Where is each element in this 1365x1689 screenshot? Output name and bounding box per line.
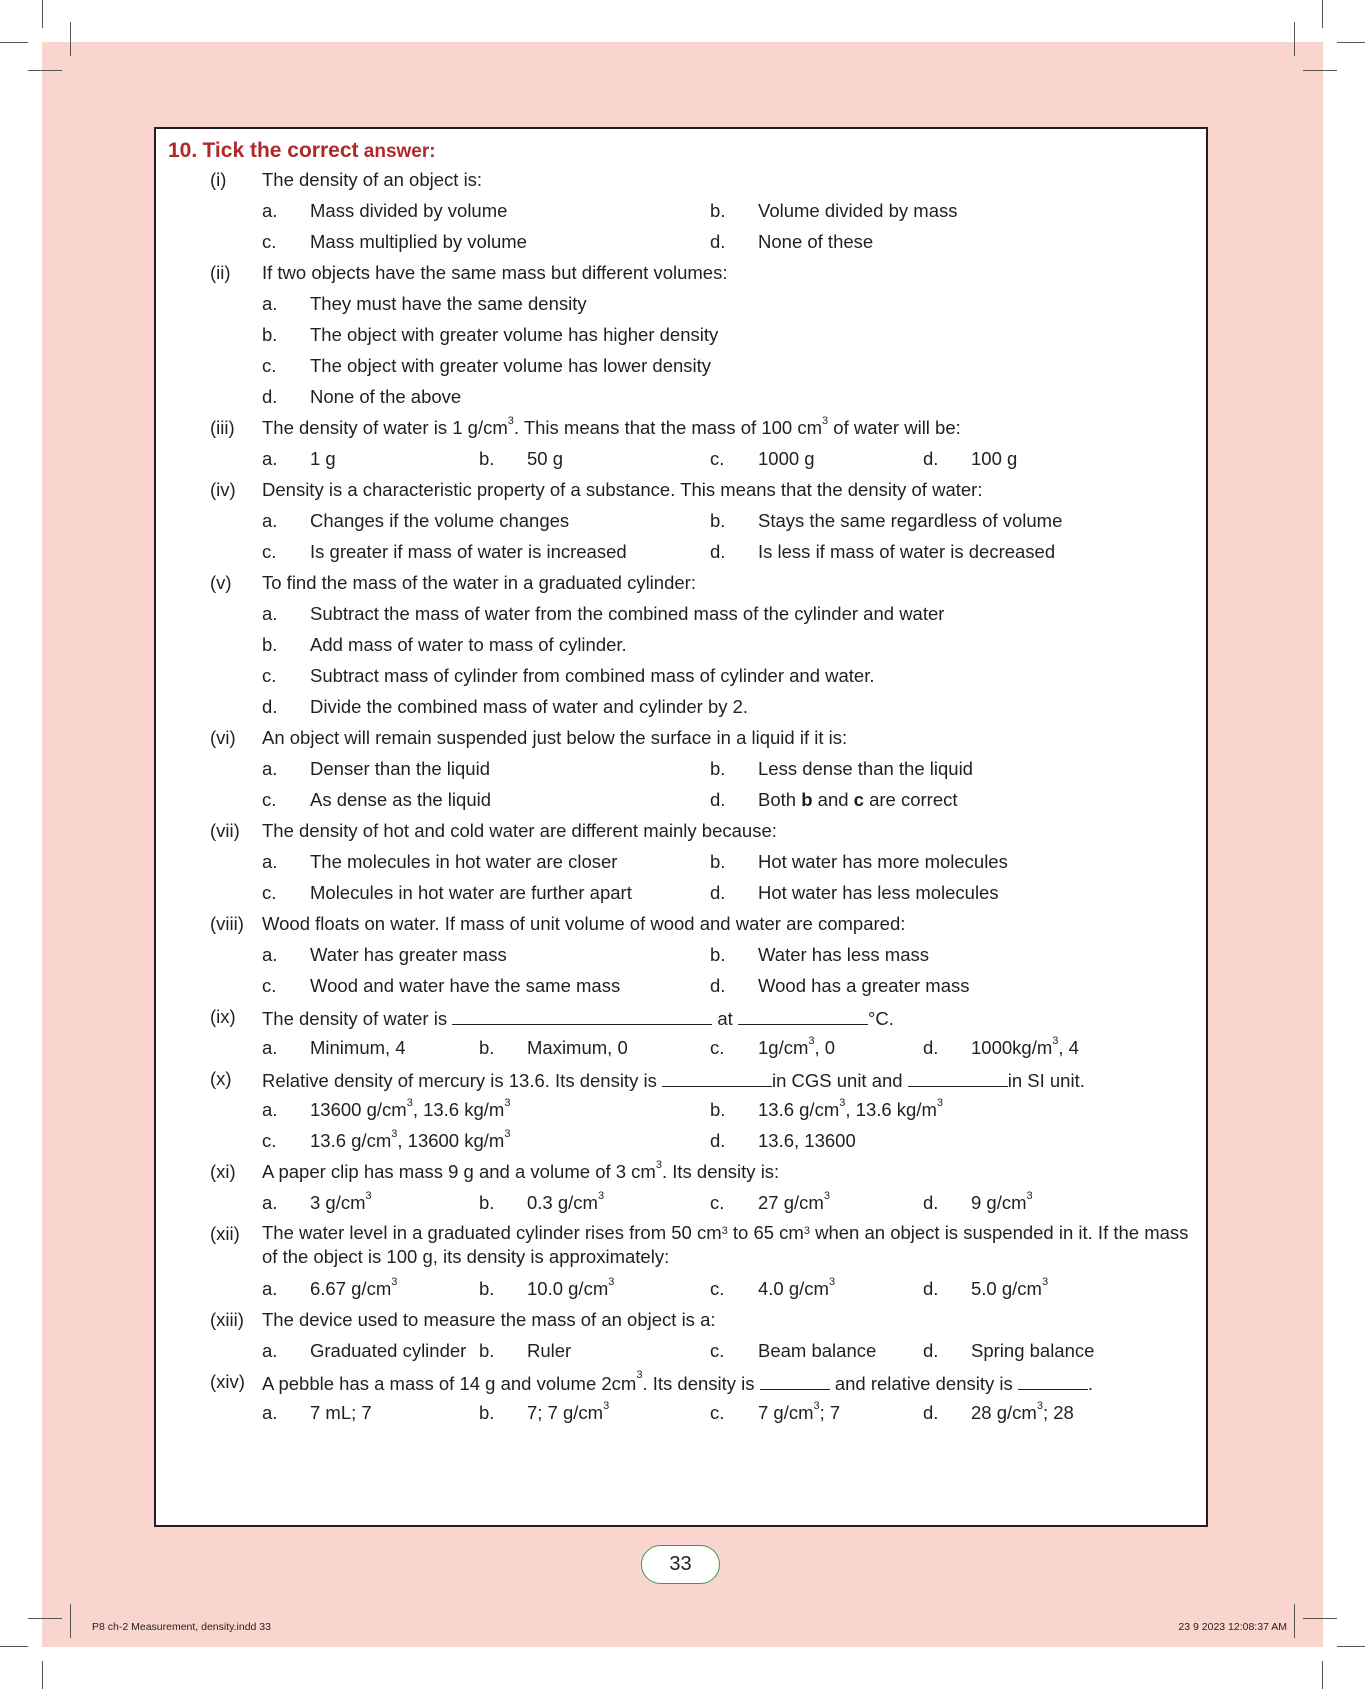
question-text: A paper clip has mass 9 g and a volume of 3 $cm^3$. Its density is: xyxy=(262,1159,780,1182)
option-letter: a. xyxy=(262,1340,278,1361)
option-text[interactable]: Add mass of water to mass of cylinder. xyxy=(310,634,627,655)
answer-blank xyxy=(760,1371,830,1390)
option-letter: a. xyxy=(262,510,278,531)
option-letter: c. xyxy=(262,541,277,562)
option-letter: b. xyxy=(479,1340,495,1361)
crop-mark xyxy=(1322,0,1323,28)
option-text[interactable]: 1 g xyxy=(310,448,336,469)
option-letter: d. xyxy=(710,882,726,903)
option-letter: c. xyxy=(262,975,277,996)
option-text[interactable]: 13.6, 13600 xyxy=(758,1130,856,1151)
question-text: An object will remain suspended just below the surface in a liquid if it is: xyxy=(262,727,848,748)
option-letter: c. xyxy=(710,1278,725,1299)
crop-mark xyxy=(1322,1661,1323,1689)
crop-mark xyxy=(1303,70,1337,71)
option-text[interactable]: 5.0 $g/cm^3$ xyxy=(971,1276,1049,1299)
question-text: A pebble has a mass of 14 g and volume $2cm^3$. Its density is and relative density is . xyxy=(262,1369,1094,1394)
option-letter: d. xyxy=(710,231,726,252)
option-text[interactable]: 27 $g/cm^3$ xyxy=(758,1190,830,1213)
option-letter: c. xyxy=(710,1340,725,1361)
answer-blank xyxy=(738,1006,868,1025)
option-text[interactable]: 6.67 $g/cm^3$ xyxy=(310,1276,398,1299)
page-number: 33 xyxy=(641,1545,720,1584)
question-number: (vi) xyxy=(210,727,236,748)
option-text[interactable]: Is less if mass of water is decreased xyxy=(758,541,1056,562)
crop-mark xyxy=(28,70,62,71)
option-text[interactable]: None of the above xyxy=(310,386,462,407)
option-letter: a. xyxy=(262,200,278,221)
crop-mark xyxy=(70,1604,71,1638)
option-text[interactable]: 0.3 $g/cm^3$ xyxy=(527,1190,605,1213)
option-text[interactable]: Molecules in hot water are further apart xyxy=(310,882,632,903)
question-number: (ix) xyxy=(210,1006,236,1027)
question-box xyxy=(154,127,1208,1527)
option-text[interactable]: 10.0 $g/cm^3$ xyxy=(527,1276,615,1299)
option-letter: b. xyxy=(262,634,278,655)
option-letter: c. xyxy=(262,882,277,903)
crop-mark xyxy=(0,42,28,43)
option-letter: b. xyxy=(710,944,726,965)
option-text[interactable]: Stays the same regardless of volume xyxy=(758,510,1063,531)
question-number: (iii) xyxy=(210,417,235,438)
footer-file-info: P8 ch-2 Measurement, density.indd 33 xyxy=(92,1621,271,1633)
option-text[interactable]: Is greater if mass of water is increased xyxy=(310,541,627,562)
question-number: (v) xyxy=(210,572,232,593)
option-text[interactable]: Mass multiplied by volume xyxy=(310,231,527,252)
question-number: (xi) xyxy=(210,1161,236,1182)
option-text[interactable]: 100 g xyxy=(971,448,1018,469)
option-letter: c. xyxy=(262,231,277,252)
option-letter: b. xyxy=(710,851,726,872)
option-letter: a. xyxy=(262,758,278,779)
question-text: To find the mass of the water in a graduated cylinder: xyxy=(262,572,696,593)
option-text[interactable]: As dense as the liquid xyxy=(310,789,492,810)
option-letter: a. xyxy=(262,1402,278,1423)
option-letter: d. xyxy=(710,789,726,810)
heading-number: 10. xyxy=(168,139,198,162)
option-letter: a. xyxy=(262,293,278,314)
option-letter: c. xyxy=(262,665,277,686)
option-text[interactable]: 1000 g xyxy=(758,448,815,469)
crop-mark xyxy=(0,1646,28,1647)
question-number: (iv) xyxy=(210,479,236,500)
option-letter: a. xyxy=(262,851,278,872)
question-text: The density of water is at °C. xyxy=(262,1008,894,1029)
question-text: The density of hot and cold water are different mainly because: xyxy=(262,820,777,841)
crop-mark xyxy=(42,0,43,28)
option-text[interactable]: 4.0 $g/cm^3$ xyxy=(758,1276,836,1299)
option-text[interactable]: 7 $g/cm^3$; 7 xyxy=(758,1400,841,1423)
option-letter: b. xyxy=(479,1402,495,1423)
question-number: (ii) xyxy=(210,262,231,283)
option-text[interactable]: Minimum, 4 xyxy=(310,1037,406,1058)
option-text[interactable]: Hot water has less molecules xyxy=(758,882,999,903)
option-text[interactable]: Hot water has more molecules xyxy=(758,851,1008,872)
section-heading xyxy=(168,139,436,163)
option-text[interactable]: Denser than the liquid xyxy=(310,758,490,779)
option-text[interactable]: 28 $g/cm^3$; 28 xyxy=(971,1400,1074,1423)
crop-mark xyxy=(1303,1618,1337,1619)
option-text[interactable]: They must have the same density xyxy=(310,293,587,314)
question-number: (xiii) xyxy=(210,1309,244,1330)
question-number: (i) xyxy=(210,169,227,190)
option-text[interactable]: 13.6 $g/cm^3$, 13600 $kg/m^3$ xyxy=(310,1128,511,1151)
option-text[interactable]: 50 g xyxy=(527,448,564,469)
option-text[interactable]: 7 mL; 7 xyxy=(310,1402,372,1423)
option-letter: a. xyxy=(262,1192,278,1213)
option-text[interactable]: $1g/cm^3$, 0 xyxy=(758,1035,836,1058)
question-text: The density of water is 1 $g/cm^3$. This means that the mass of 100 $cm^3$ of water will be: xyxy=(262,415,961,438)
option-letter: a. xyxy=(262,603,278,624)
option-text[interactable]: Spring balance xyxy=(971,1340,1095,1361)
option-letter: b. xyxy=(710,758,726,779)
option-letter: b. xyxy=(479,448,495,469)
option-text[interactable]: Water has greater mass xyxy=(310,944,507,965)
option-text[interactable]: Wood and water have the same mass xyxy=(310,975,621,996)
option-text[interactable]: Ruler xyxy=(527,1340,572,1361)
option-letter: d. xyxy=(710,1130,726,1151)
option-text[interactable]: Maximum, 0 xyxy=(527,1037,628,1058)
question-number: (xiv) xyxy=(210,1371,245,1392)
option-letter: b. xyxy=(262,324,278,345)
option-text[interactable]: Volume divided by mass xyxy=(758,200,958,221)
question-text: The device used to measure the mass of an object is a: xyxy=(262,1309,716,1330)
question-number: (xii) xyxy=(210,1223,240,1244)
option-letter: c. xyxy=(710,1192,725,1213)
option-letter: d. xyxy=(923,1192,939,1213)
answer-blank xyxy=(662,1068,772,1087)
option-letter: a. xyxy=(262,944,278,965)
option-text[interactable]: Both b and c are correct xyxy=(758,789,958,810)
option-letter: a. xyxy=(262,1099,278,1120)
option-text[interactable]: Changes if the volume changes xyxy=(310,510,570,531)
crop-mark xyxy=(1294,1604,1295,1638)
crop-mark xyxy=(1337,1646,1365,1647)
option-text[interactable]: Divide the combined mass of water and cylinder by 2. xyxy=(310,696,749,717)
option-letter: b. xyxy=(710,510,726,531)
question-number: (x) xyxy=(210,1068,232,1089)
option-letter: d. xyxy=(923,1340,939,1361)
option-letter: b. xyxy=(479,1192,495,1213)
option-letter: c. xyxy=(710,1037,725,1058)
option-text[interactable]: 9 $g/cm^3$ xyxy=(971,1190,1033,1213)
answer-blank xyxy=(908,1068,1008,1087)
crop-mark xyxy=(1337,42,1365,43)
option-text[interactable]: Mass divided by volume xyxy=(310,200,508,221)
option-letter: d. xyxy=(923,1278,939,1299)
option-letter: c. xyxy=(262,789,277,810)
option-text[interactable]: The molecules in hot water are closer xyxy=(310,851,618,872)
option-letter: d. xyxy=(923,1037,939,1058)
option-letter: b. xyxy=(479,1278,495,1299)
question-number: (viii) xyxy=(210,913,244,934)
option-text[interactable]: Beam balance xyxy=(758,1340,877,1361)
option-letter: d. xyxy=(923,448,939,469)
heading-text: Tick the correct xyxy=(202,139,359,162)
option-text[interactable]: 7; 7 $g/cm^3$ xyxy=(527,1400,610,1423)
question-text: Density is a characteristic property of a substance. This means that the density of water: xyxy=(262,479,983,500)
question-text: The density of an object is: xyxy=(262,169,483,190)
option-letter: b. xyxy=(710,200,726,221)
option-letter: c. xyxy=(710,448,725,469)
option-text[interactable]: $1000kg/m^3$, 4 xyxy=(971,1035,1079,1058)
question-text: If two objects have the same mass but different volumes: xyxy=(262,262,728,283)
option-text[interactable]: 13600 $g/cm^3$, 13.6 $kg/m^3$ xyxy=(310,1097,511,1120)
answer-blank xyxy=(452,1006,712,1025)
crop-mark xyxy=(70,22,71,56)
option-text[interactable]: Subtract the mass of water from the combined mass of the cylinder and water xyxy=(310,603,945,624)
crop-mark xyxy=(28,1618,62,1619)
option-text[interactable]: The object with greater volume has lower density xyxy=(310,355,712,376)
option-text[interactable]: 3 $g/cm^3$ xyxy=(310,1190,372,1213)
option-text[interactable]: Less dense than the liquid xyxy=(758,758,973,779)
option-letter: d. xyxy=(710,975,726,996)
option-letter: a. xyxy=(262,448,278,469)
option-text[interactable]: None of these xyxy=(758,231,874,252)
option-text[interactable]: Graduated cylinder xyxy=(310,1340,467,1361)
option-letter: c. xyxy=(262,1130,277,1151)
option-letter: b. xyxy=(479,1037,495,1058)
option-letter: c. xyxy=(262,355,277,376)
question-text: The water level in a graduated cylinder rises from 50 $cm^3$ to 65 $cm^3$ when an object is suspended in it. If the mass of the object is 100 g, its density is approximately: xyxy=(262,1222,1189,1267)
footer-timestamp: 23 9 2023 12:08:37 AM xyxy=(1178,1621,1287,1633)
crop-mark xyxy=(42,1661,43,1689)
option-text[interactable]: Water has less mass xyxy=(758,944,929,965)
crop-mark xyxy=(1294,22,1295,56)
option-letter: d. xyxy=(262,386,278,407)
option-text[interactable]: Subtract mass of cylinder from combined mass of cylinder and water. xyxy=(310,665,875,686)
option-letter: d. xyxy=(262,696,278,717)
option-letter: d. xyxy=(923,1402,939,1423)
option-letter: c. xyxy=(710,1402,725,1423)
option-letter: a. xyxy=(262,1037,278,1058)
option-text[interactable]: The object with greater volume has higher density xyxy=(310,324,719,345)
option-letter: a. xyxy=(262,1278,278,1299)
option-text[interactable]: 13.6 $g/cm^3$, 13.6 $kg/m^3$ xyxy=(758,1097,944,1120)
option-text[interactable]: Wood has a greater mass xyxy=(758,975,970,996)
question-number: (vii) xyxy=(210,820,240,841)
question-text: Wood floats on water. If mass of unit volume of wood and water are compared: xyxy=(262,913,906,934)
question-text: Relative density of mercury is 13.6. Its density is in CGS unit and in SI unit. xyxy=(262,1070,1085,1091)
answer-blank xyxy=(1018,1371,1088,1390)
option-letter: b. xyxy=(710,1099,726,1120)
option-letter: d. xyxy=(710,541,726,562)
heading-tail: answer: xyxy=(363,141,436,162)
